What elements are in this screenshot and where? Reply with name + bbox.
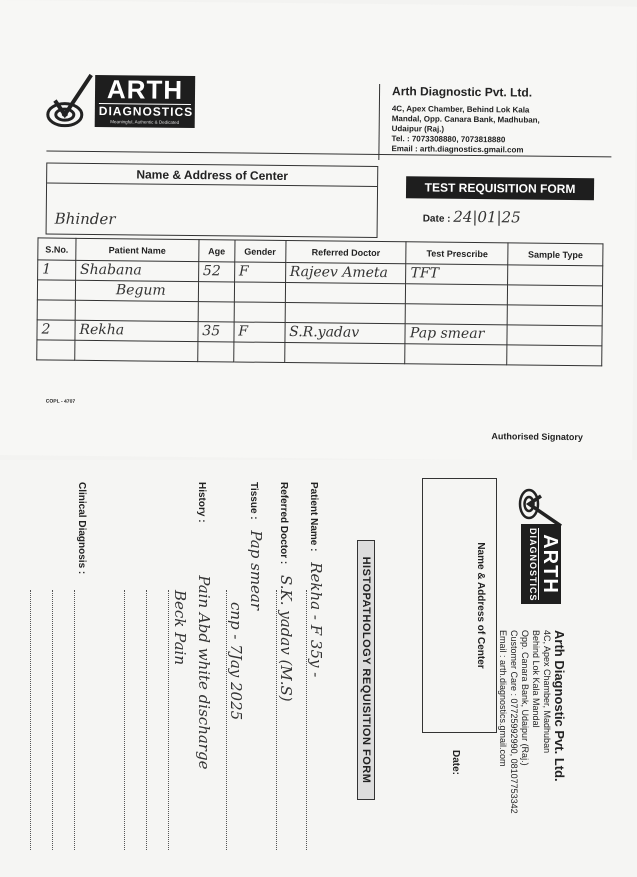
- histo-email: Email : arth.diagnostics.gmail.com: [498, 630, 508, 767]
- logo-big-text: ARTH: [539, 534, 561, 594]
- cell-referred-doctor: S.R.yadav: [285, 322, 406, 343]
- field-tissue-extra: [227, 482, 245, 720]
- logo-big-text: ARTH: [106, 74, 184, 105]
- cell-sample-type: [507, 305, 602, 326]
- field-history-extra: [171, 482, 189, 665]
- logo-small-text: DIAGNOSTICS: [528, 528, 538, 602]
- field-history: [195, 482, 213, 769]
- date-label: Date :: [422, 213, 451, 225]
- histo-customer-care: Customer Care : 07725992990, 08107753342: [509, 630, 519, 814]
- form-title: TEST REQUISITION FORM: [406, 176, 594, 200]
- field-tissue: [247, 482, 265, 610]
- field-label: Tissue :: [248, 482, 259, 520]
- rotated-form: [0, 460, 637, 877]
- cell-patient-name: [75, 300, 198, 321]
- cell-sno: 1: [38, 260, 76, 280]
- col-header: Referred Doctor: [285, 241, 406, 264]
- col-header: Gender: [235, 240, 286, 263]
- histo-address-line: 4C, Apex Chamber, Madhuban: [542, 630, 552, 754]
- field-value: Beck Pain: [171, 590, 189, 665]
- histo-company-block: [497, 630, 567, 870]
- col-header: Test Prescribe: [406, 242, 508, 265]
- cell-age: [198, 302, 234, 322]
- cell-test: [406, 284, 508, 305]
- cell-sno: [37, 300, 75, 320]
- dotted-line: [74, 590, 75, 850]
- cell-sample-type: [508, 285, 603, 306]
- field-clinical-diagnosis: [75, 482, 93, 582]
- histo-brand-logo: [512, 488, 567, 618]
- cell-sample-type: [507, 345, 602, 366]
- cell-sample-type: [508, 265, 603, 286]
- cell-patient-name: Rekha: [75, 320, 198, 341]
- cell-gender: F: [234, 262, 285, 283]
- company-email: Email : arth.diagnostics.gmail.com: [391, 144, 524, 155]
- histo-address-line: Opp. Canara Bank, Udaipur (Raj.): [520, 630, 530, 766]
- dotted-line: [124, 590, 125, 850]
- dotted-line: [306, 590, 307, 850]
- field-patient-name: [307, 482, 325, 677]
- authorised-signatory: Authorised Signatory: [491, 431, 584, 443]
- histo-center-header: Name & Address of Center: [475, 542, 486, 669]
- center-header: Name & Address of Center: [47, 164, 377, 187]
- col-header: S.No.: [38, 238, 76, 260]
- logo-small-text: DIAGNOSTICS: [98, 104, 194, 120]
- cell-age: 52: [198, 262, 234, 282]
- cell-sno: [37, 280, 75, 300]
- cell-age: [198, 282, 234, 302]
- histopathology-sheet: [0, 460, 637, 877]
- histo-form-title: HISTOPATHOLOGY REQUISITION FORM: [357, 540, 375, 800]
- center-address-box: [46, 162, 379, 237]
- logo-tagline: Meaningful, Authentic & Dedicated: [110, 119, 180, 125]
- logo-wordmark: [95, 75, 196, 128]
- target-check-icon: [515, 488, 565, 528]
- cell-patient-name: [75, 340, 198, 361]
- cell-referred-doctor: [284, 342, 405, 363]
- company-block: [378, 84, 579, 162]
- company-address-line: Mandal, Opp. Canara Bank, Madhuban,: [391, 114, 540, 125]
- logo-wordmark: [521, 524, 561, 604]
- field-label: Patient Name :: [308, 482, 319, 552]
- cell-test: TFT: [406, 264, 508, 285]
- cell-referred-doctor: [285, 283, 406, 304]
- dotted-line: [168, 590, 169, 850]
- field-label: Clinical Diagnosis :: [76, 482, 87, 575]
- requisition-table: [36, 237, 603, 366]
- company-address-line: Udaipur (Raj.): [391, 124, 445, 134]
- cell-patient-name: Shabana: [75, 260, 198, 281]
- center-value: Bhinder: [54, 209, 116, 229]
- cell-patient-name: Begum: [75, 280, 198, 301]
- cell-age: [198, 342, 234, 362]
- field-referred-doctor: [277, 482, 295, 702]
- company-address-line: 4C, Apex Chamber, Behind Lok Kala: [391, 104, 530, 115]
- cell-sno: [37, 340, 75, 360]
- cell-test: [406, 304, 508, 325]
- cell-sno: 2: [37, 320, 75, 340]
- brand-logo: [45, 70, 196, 132]
- cell-test: Pap smear: [405, 324, 507, 345]
- date-field: [423, 207, 521, 226]
- cell-referred-doctor: Rajeev Ameta: [285, 263, 406, 284]
- dotted-line: [30, 590, 31, 850]
- form-code: COPL - 4707: [45, 398, 76, 405]
- field-value: cnp - 7Jay 2025: [227, 602, 245, 721]
- company-name: Arth Diagnostic Pvt. Ltd.: [391, 84, 533, 100]
- col-header: Age: [199, 240, 235, 262]
- target-check-icon: [45, 70, 94, 128]
- dotted-line: [276, 590, 277, 850]
- cell-sample-type: [507, 325, 602, 346]
- date-value: 24|01|25: [453, 207, 521, 227]
- cell-age: 35: [198, 322, 234, 342]
- histo-company-name: Arth Diagnostic Pvt. Ltd.: [552, 630, 567, 782]
- field-label: Referred Doctor :: [278, 482, 289, 565]
- cell-gender: [234, 282, 285, 303]
- dotted-line: [52, 590, 53, 850]
- field-value: Rekha - F 35y -: [307, 562, 325, 678]
- cell-referred-doctor: [285, 303, 406, 324]
- histo-date-label: Date:: [450, 750, 461, 776]
- dotted-line: [226, 590, 227, 850]
- col-header: Sample Type: [508, 243, 603, 266]
- cell-gender: F: [234, 322, 285, 343]
- dotted-line: [146, 590, 147, 850]
- company-tel: Tel. : 7073308880, 7073818880: [391, 134, 506, 145]
- col-header: Patient Name: [76, 238, 199, 261]
- histo-center-box: [422, 478, 497, 733]
- cell-gender: [234, 302, 285, 323]
- histo-address-line: Behind Lok Kala Mandal: [531, 630, 541, 728]
- field-value: Pain Abd white discharge: [195, 575, 213, 770]
- cell-gender: [233, 342, 284, 363]
- field-value: Pap smear: [247, 530, 265, 611]
- field-label: History :: [196, 482, 207, 523]
- field-value: S.K. yadav (M.S): [277, 575, 295, 702]
- cell-test: [405, 344, 507, 365]
